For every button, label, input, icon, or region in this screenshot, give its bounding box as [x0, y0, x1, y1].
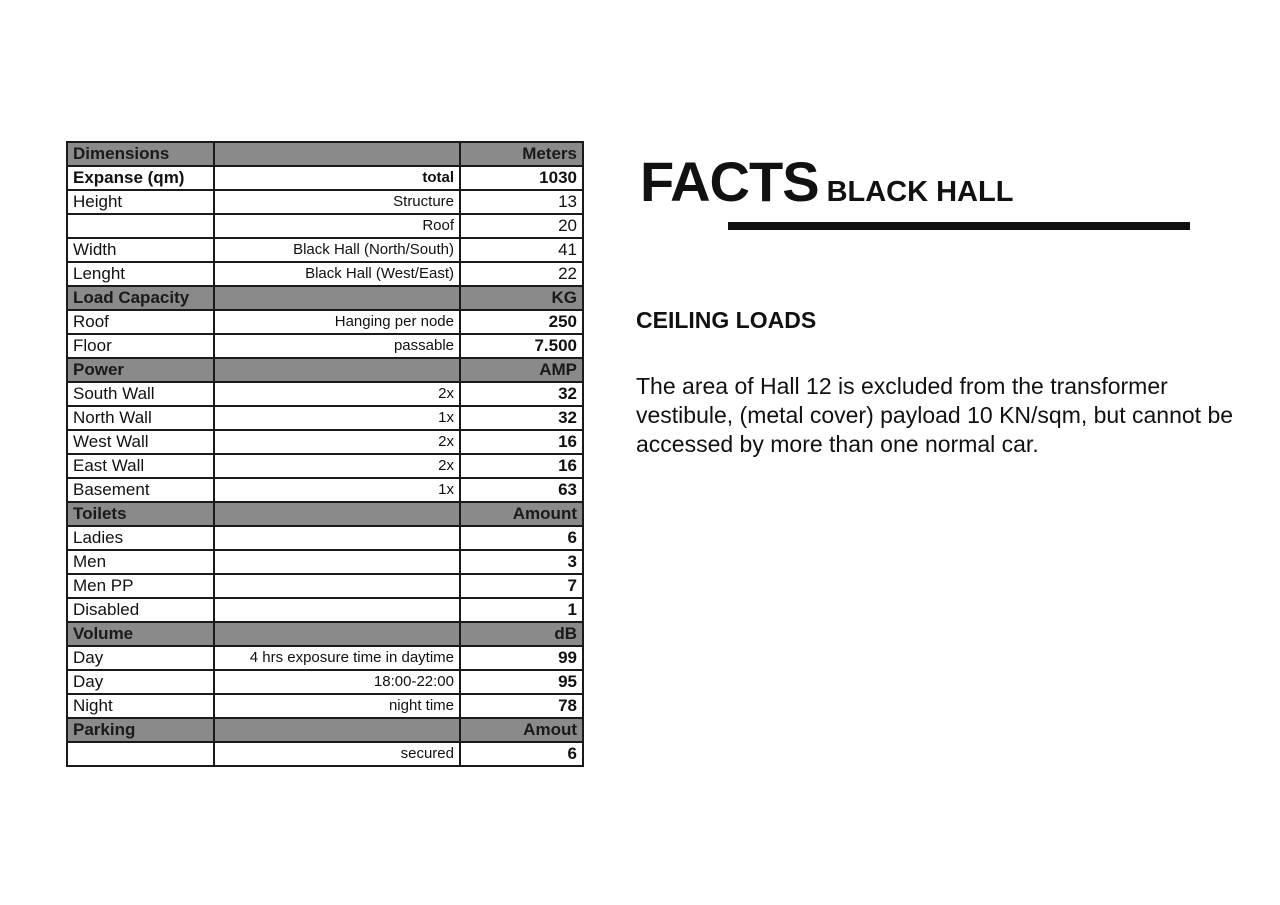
- row-label: Day: [67, 670, 214, 694]
- table-section-header: [67, 502, 583, 526]
- row-detail: Black Hall (West/East): [214, 262, 460, 286]
- row-value: 1: [460, 598, 583, 622]
- row-detail: 2x: [214, 454, 460, 478]
- table-row: [67, 574, 583, 598]
- table-row: [67, 454, 583, 478]
- row-value: dB: [460, 622, 583, 646]
- row-detail: [214, 286, 460, 310]
- table-section-header: [67, 286, 583, 310]
- ceiling-loads-text: The area of Hall 12 is excluded from the transformer vestibule, (metal cover) payload 10 KN/sqm, but cannot be accessed by more than one normal car.: [636, 373, 1234, 457]
- title-underline: [728, 222, 1190, 230]
- row-detail: 1x: [214, 478, 460, 502]
- row-detail: passable: [214, 334, 460, 358]
- row-label: South Wall: [67, 382, 214, 406]
- row-value: 32: [460, 406, 583, 430]
- ceiling-loads-heading: CEILING LOADS: [636, 307, 817, 333]
- row-label: Dimensions: [67, 142, 214, 166]
- row-detail: [214, 550, 460, 574]
- row-value: 78: [460, 694, 583, 718]
- row-label: Night: [67, 694, 214, 718]
- row-value: 63: [460, 478, 583, 502]
- row-detail: [214, 358, 460, 382]
- page-title: FACTS: [640, 150, 819, 213]
- table-row: [67, 190, 583, 214]
- row-detail: Black Hall (North/South): [214, 238, 460, 262]
- row-value: 20: [460, 214, 583, 238]
- row-detail: 18:00-22:00: [214, 670, 460, 694]
- table-row: [67, 670, 583, 694]
- row-value: 1030: [460, 166, 583, 190]
- table-row: [67, 646, 583, 670]
- row-detail: night time: [214, 694, 460, 718]
- table-row: [67, 334, 583, 358]
- row-value: 32: [460, 382, 583, 406]
- table-row: [67, 742, 583, 766]
- row-value: 6: [460, 742, 583, 766]
- row-detail: [214, 502, 460, 526]
- row-value: Amout: [460, 718, 583, 742]
- row-detail: total: [214, 166, 460, 190]
- row-label: Ladies: [67, 526, 214, 550]
- page-subtitle: BLACK HALL: [826, 176, 1014, 208]
- row-label: Width: [67, 238, 214, 262]
- row-label: [67, 742, 214, 766]
- table-row: [67, 238, 583, 262]
- row-value: 16: [460, 430, 583, 454]
- table-section-header: [67, 358, 583, 382]
- row-label: Roof: [67, 310, 214, 334]
- row-detail: Hanging per node: [214, 310, 460, 334]
- row-detail: 1x: [214, 406, 460, 430]
- row-value: 250: [460, 310, 583, 334]
- row-detail: Structure: [214, 190, 460, 214]
- row-label: Day: [67, 646, 214, 670]
- table-row: [67, 526, 583, 550]
- row-label: Basement: [67, 478, 214, 502]
- table-row: [67, 382, 583, 406]
- facts-table-body: [67, 142, 583, 766]
- row-label: Disabled: [67, 598, 214, 622]
- row-detail: 2x: [214, 430, 460, 454]
- row-label: Parking: [67, 718, 214, 742]
- table-row: [67, 550, 583, 574]
- row-value: Meters: [460, 142, 583, 166]
- row-label: East Wall: [67, 454, 214, 478]
- table-row: [67, 430, 583, 454]
- row-label: Load Capacity: [67, 286, 214, 310]
- row-detail: [214, 718, 460, 742]
- row-detail: Roof: [214, 214, 460, 238]
- row-label: Height: [67, 190, 214, 214]
- table-row: [67, 598, 583, 622]
- row-value: 7: [460, 574, 583, 598]
- row-label: Volume: [67, 622, 214, 646]
- table-section-header: [67, 142, 583, 166]
- row-label: North Wall: [67, 406, 214, 430]
- row-detail: [214, 526, 460, 550]
- row-value: 7.500: [460, 334, 583, 358]
- row-value: Amount: [460, 502, 583, 526]
- table-row: [67, 310, 583, 334]
- table-row: [67, 262, 583, 286]
- row-value: 41: [460, 238, 583, 262]
- row-detail: 4 hrs exposure time in daytime: [214, 646, 460, 670]
- table-row: [67, 214, 583, 238]
- row-value: AMP: [460, 358, 583, 382]
- row-value: 6: [460, 526, 583, 550]
- row-value: 3: [460, 550, 583, 574]
- table-section-header: [67, 718, 583, 742]
- row-label: Floor: [67, 334, 214, 358]
- row-detail: secured: [214, 742, 460, 766]
- table-section-header: [67, 622, 583, 646]
- row-label: Lenght: [67, 262, 214, 286]
- row-label: Men: [67, 550, 214, 574]
- row-label: West Wall: [67, 430, 214, 454]
- row-detail: [214, 142, 460, 166]
- facts-table: [66, 141, 584, 767]
- row-value: KG: [460, 286, 583, 310]
- row-label: Expanse (qm): [67, 166, 214, 190]
- row-label: Toilets: [67, 502, 214, 526]
- table-row: [67, 406, 583, 430]
- row-label: Power: [67, 358, 214, 382]
- row-value: 95: [460, 670, 583, 694]
- row-detail: [214, 574, 460, 598]
- row-label: [67, 214, 214, 238]
- table-row: [67, 694, 583, 718]
- facts-heading: [640, 150, 1013, 214]
- row-value: 13: [460, 190, 583, 214]
- row-detail: 2x: [214, 382, 460, 406]
- table-row: [67, 166, 583, 190]
- row-value: 16: [460, 454, 583, 478]
- row-label: Men PP: [67, 574, 214, 598]
- table-row: [67, 478, 583, 502]
- row-value: 99: [460, 646, 583, 670]
- row-detail: [214, 598, 460, 622]
- row-detail: [214, 622, 460, 646]
- row-value: 22: [460, 262, 583, 286]
